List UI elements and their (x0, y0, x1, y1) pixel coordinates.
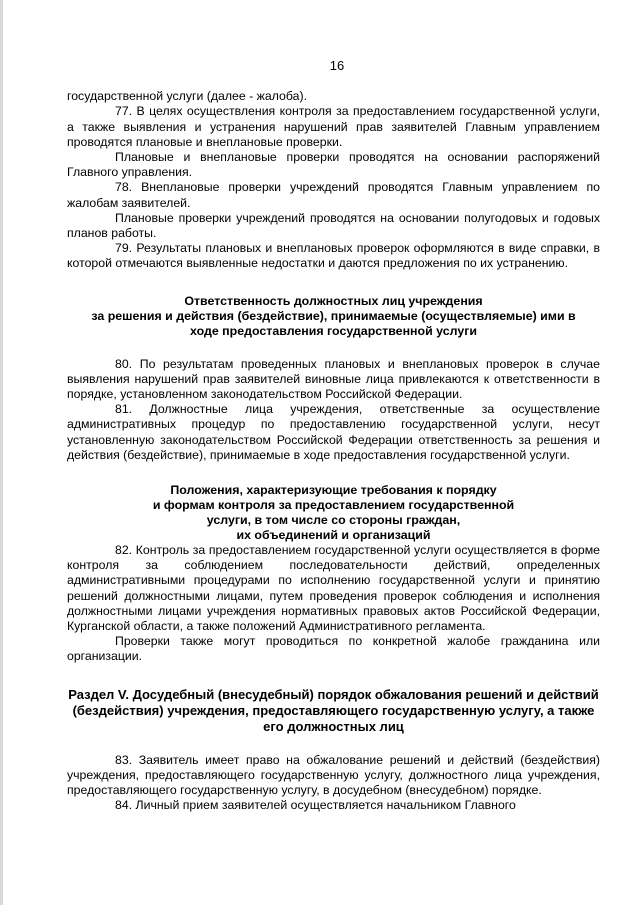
paragraph: государственной услуги (далее - жалоба). (67, 89, 307, 104)
heading-line: их объединений и организаций (236, 528, 431, 543)
heading-line: ходе предоставления государственной услуги (189, 323, 478, 338)
paragraph-80: 80. По результатам проведенных плановых и внеплановых проверок в случае выявления нарушений прав заявителей виновные лица привлекаются к ответственности в порядке, установленном законодательством Российской Федерации. (67, 356, 600, 402)
paragraph: Плановые и внеплановые проверки проводятся на основании распоряжений Главного управления. (67, 150, 600, 180)
heading-line: услуги, в том числе со стороны граждан, (206, 513, 461, 528)
heading-line: Ответственность должностных лиц учреждения (184, 293, 483, 308)
section-heading-control-provisions (67, 483, 600, 543)
paragraph: Плановые проверки учреждений проводятся на основании полугодовых и годовых планов работы. (67, 210, 600, 241)
heading-line: (бездействия) учреждения, предоставляющего государственную услугу, а также (72, 702, 595, 718)
paragraph: Проверки также могут проводиться по конкретной жалобе гражданина или организации. (67, 634, 600, 664)
paragraph-84: 84. Личный прием заявителей осуществляется начальником Главного (115, 798, 516, 813)
heading-line: и формам контроля за предоставлением государственной (152, 498, 515, 513)
heading-line: Положения, характеризующие требования к порядку (170, 483, 497, 498)
body-text-low (67, 543, 600, 665)
heading-line: его должностных лиц (263, 718, 404, 734)
paragraph-83: 83. Заявитель имеет право на обжалование решений и действий (бездействия) учреждения, предоставляющего государственную услугу, должностного лица учреждения, предоставляющего государственную услугу, в досудебном (внесудебном) порядке. (67, 752, 600, 798)
body-text-top (67, 89, 600, 271)
body-text-mid (67, 357, 600, 463)
paragraph-78: 78. Внеплановые проверки учреждений проводятся Главным управлением по жалобам заявителей. (67, 180, 600, 210)
heading-line: за решения и действия (бездействие), принимаемые (осуществляемые) ими в (91, 308, 576, 323)
section-heading-part-v (67, 687, 600, 735)
paragraph-77: 77. В целях осуществления контроля за предоставлением государственной услуги, а также выявления и устранения нарушений прав заявителей Главным управлением проводятся плановые и внеплановые проверки. (67, 104, 600, 149)
paragraph-82: 82. Контроль за предоставлением государственной услуги осуществляется в форме контроля за соблюдением последовательности действий, определенных административными процедурами по исполнению государственной услуги и принятию решений должностными лицами, путем проведения проверок соблюдения и исполнения должностными лицами учреждения нормативных правовых актов Российской Федерации, Курганской области, а также положений Административного регламента. (67, 543, 600, 634)
paragraph-81: 81. Должностные лица учреждения, ответственные за осуществление административных процедур по предоставлению государственной услуги, несут установленную законодательством Российской Федерации ответственность за решения и действия (бездействие), принимаемые в ходе предоставления государственной услуги. (67, 402, 600, 462)
body-text-end (67, 753, 600, 814)
paragraph-79: 79. Результаты плановых и внеплановых проверок оформляются в виде справки, в которой отмечаются выявленные недостатки и даются предложения по их устранению. (67, 241, 600, 271)
scan-edge-shadow (0, 0, 3, 905)
heading-line: Раздел V. Досудебный (внесудебный) порядок обжалования решений и действий (68, 686, 599, 702)
section-heading-responsibility (67, 294, 600, 339)
page-number: 16 (329, 58, 345, 73)
